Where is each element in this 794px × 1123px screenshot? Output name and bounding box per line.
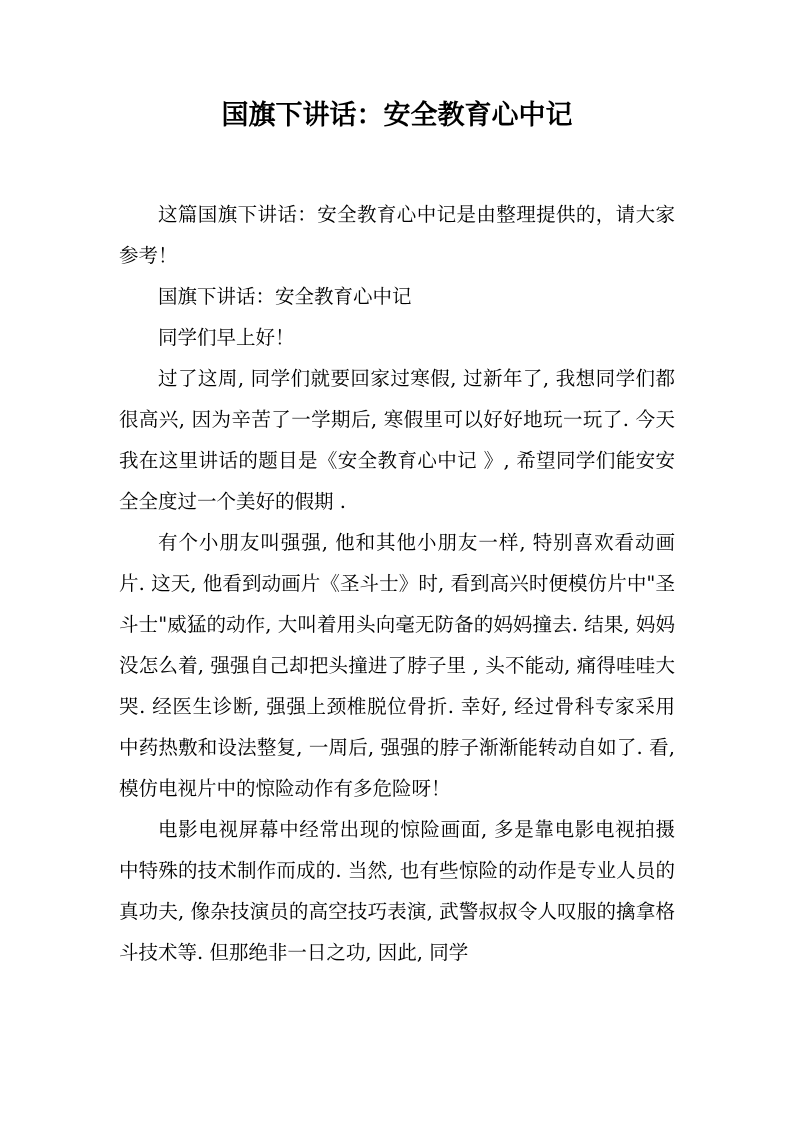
paragraph-holiday: 过了这周, 同学们就要回家过寒假, 过新年了, 我想同学们都很高兴, 因为辛苦了一学期后, 寒假里可以好好地玩一玩了. 今天我在这里讲话的题目是《安全教育心中记 》, 希望同学们能安安全全度过一个美好的假期 . xyxy=(119,367,675,513)
document-title: 国旗下讲话：安全教育心中记 xyxy=(221,100,573,131)
paragraph-subtitle: 国旗下讲话：安全教育心中记 xyxy=(158,285,412,308)
paragraph-stunts: 电影电视屏幕中经常出现的惊险画面, 多是靠电影电视拍摄中特殊的技术制作而成的. 当然, 也有些惊险的动作是专业人员的真功夫, 像杂技演员的高空技巧表演, 武警叔叔令人叹服的擒拿格斗技术等. 但那绝非一日之功, 因此, 同学 xyxy=(119,818,675,964)
paragraph-greeting: 同学们早上好！ xyxy=(158,326,295,349)
document-body xyxy=(119,194,675,973)
paragraph-intro: 这篇国旗下讲话：安全教育心中记是由整理提供的，请大家参考！ xyxy=(119,203,675,267)
paragraph-story: 有个小朋友叫强强, 他和其他小朋友一样, 特别喜欢看动画片. 这天, 他看到动画片《圣斗士》时, 看到高兴时便模仿片中"圣斗士"威猛的动作, 大叫着用头向毫无防备的妈妈撞去. 结果, 妈妈没怎么着, 强强自己却把头撞进了脖子里 , 头不能动, 痛得哇哇大哭. 经医生诊断, 强强上颈椎脱位骨折. 幸好, 经过骨科专家采用中药热敷和设法整复, 一周后, 强强的脖子渐渐能转动自如了. 看, 模仿电视片中的惊险动作有多危险呀！ xyxy=(119,531,675,800)
